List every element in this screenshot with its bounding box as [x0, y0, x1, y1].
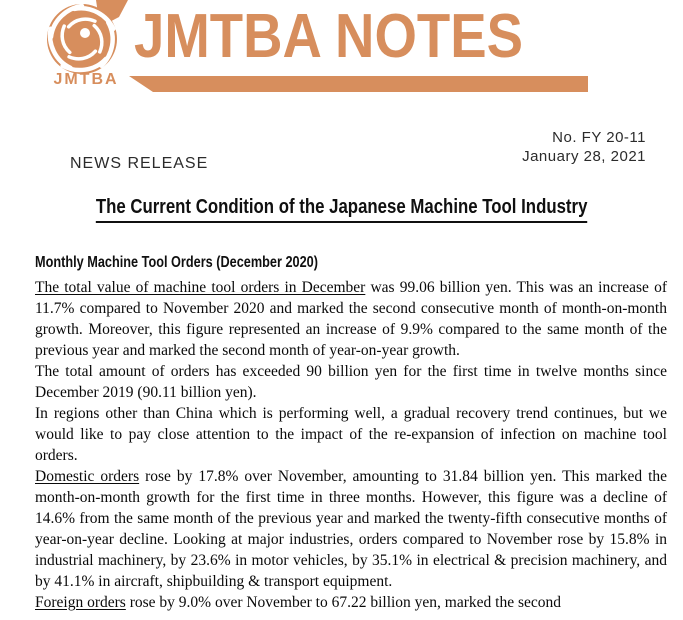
article-paragraph: [35, 403, 667, 466]
paragraph-text: rose by 17.8% over November, amounting to 31.84 billion yen. This marked the month-on-month growth for the first time in three months. However, this figure was a decline of 14.6% from the same month of the previous year and marked the twenty-fifth consecutive months of year-on-year decline. Looking at major industries, orders compared to November rose by 15.8% in industrial machinery, by 23.6% in motor vehicles, by 35.1% in electrical & precision machinery, and by 41.1% in aircraft, shipbuilding & transport equipment.: [35, 468, 668, 590]
paragraph-text: rose by 9.0% over November to 67.22 billion yen, marked the second: [125, 594, 562, 611]
article-paragraph: [35, 466, 667, 592]
paragraph-lead: Foreign orders: [35, 594, 126, 611]
paragraph-text: was 99.06 billion yen. This was an increase of 11.7% compared to November 2020 and marked the second consecutive month of month-on-month growth. Moreover, this figure represented an increase of 9.9% compared to the same month of the previous year and marked the second month of year-on-year growth.: [35, 279, 667, 359]
doc-meta-block: [522, 128, 646, 166]
paragraph-text: The total amount of orders has exceeded 90 billion yen for the first time in twelve months since December 2019 (90.11 billion yen).: [35, 363, 667, 401]
article-paragraph: [35, 277, 667, 361]
logo-wordmark: JMTBA: [53, 71, 119, 88]
section-heading: Monthly Machine Tool Orders (December 2020): [35, 254, 318, 271]
masthead-underline-bar: [129, 76, 588, 92]
title-row: [0, 196, 683, 223]
doc-number: No. FY 20-11: [552, 129, 646, 146]
masthead-title: JMTBA NOTES: [134, 2, 524, 71]
article-paragraph: [35, 592, 667, 613]
paragraph-lead: Domestic orders: [35, 468, 140, 485]
article-body: [35, 277, 667, 613]
news-release-label: NEWS RELEASE: [70, 155, 209, 172]
page-title: The Current Condition of the Japanese Machine Tool Industry: [96, 196, 588, 223]
paragraph-text: In regions other than China which is performing well, a gradual recovery trend continues, but we would like to pay close attention to the impact of the re-expansion of infection on machine tool orders.: [35, 405, 667, 464]
article-paragraph: [35, 361, 667, 403]
paragraph-lead: The total value of machine tool orders in December: [35, 279, 366, 296]
doc-date: January 28, 2021: [522, 148, 646, 165]
